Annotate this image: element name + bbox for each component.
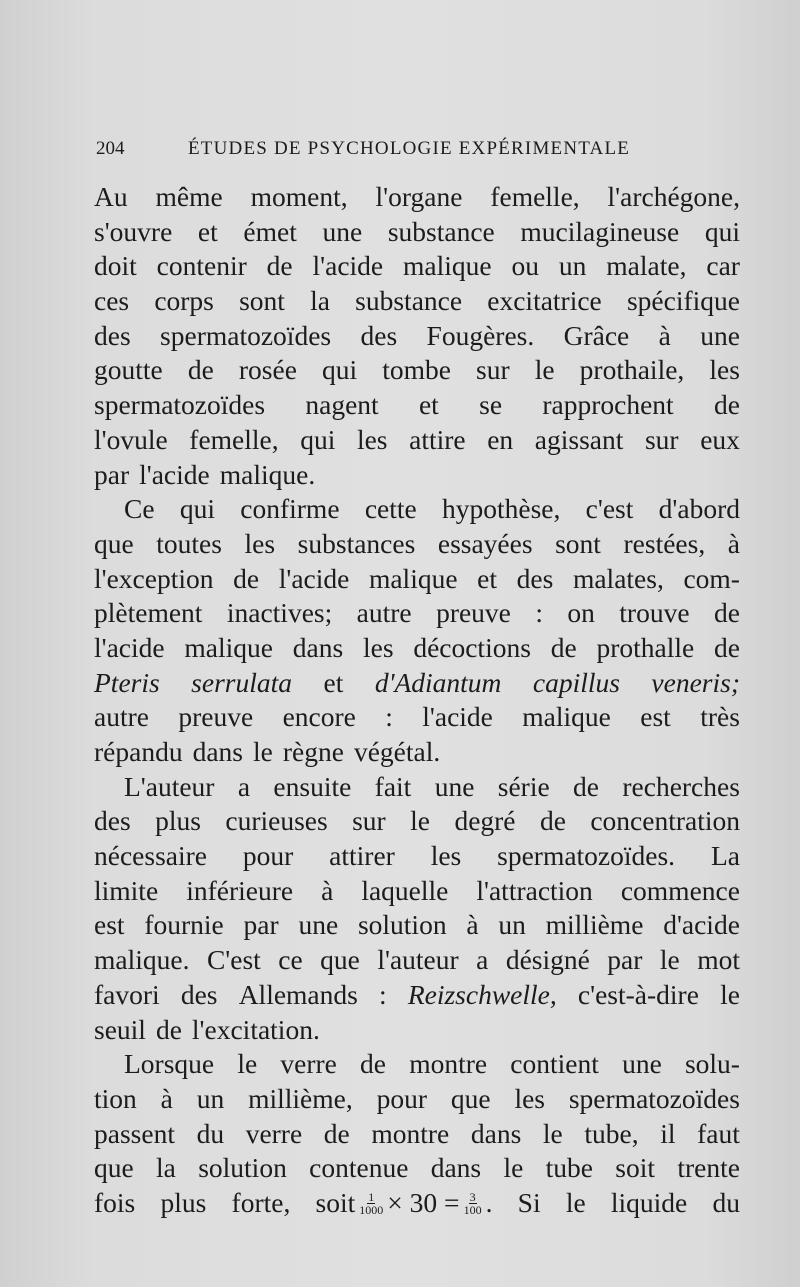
word: preuve (436, 597, 511, 629)
word: autre (94, 701, 149, 733)
word: une (298, 909, 339, 941)
word: preuve (178, 701, 254, 733)
word: sont (239, 285, 285, 317)
word: se (479, 389, 503, 421)
text-line (94, 527, 740, 562)
word: dans (470, 1117, 522, 1149)
word: doit (94, 250, 137, 282)
word: nagent (305, 389, 379, 421)
text-line (94, 1151, 740, 1186)
word: que (450, 1082, 491, 1114)
word: moment, (250, 181, 348, 212)
word: millième, (248, 1082, 353, 1114)
word: d'Adiantum (374, 666, 502, 698)
word: à (466, 909, 479, 941)
word: que (94, 1152, 134, 1184)
word: malate, (606, 250, 687, 282)
word: prothalle (596, 631, 695, 663)
word: essayées (437, 527, 533, 559)
word: un (196, 1082, 225, 1114)
word: rosée (238, 354, 297, 386)
word: l'organe (375, 181, 463, 212)
word: laquelle (361, 874, 449, 906)
word: veneris; (651, 666, 740, 698)
word: liquide (610, 1186, 688, 1218)
word: degré (454, 805, 516, 837)
word: La (710, 840, 740, 872)
word: Grâce (563, 319, 630, 351)
word: le (659, 944, 680, 976)
word: femelle, (189, 423, 279, 455)
text-line (94, 700, 740, 735)
word: malique. (219, 458, 316, 490)
math-operator: × 30 = (387, 1186, 460, 1218)
word: montre (409, 1048, 488, 1080)
word: a (237, 770, 251, 802)
word: plus (155, 805, 201, 837)
word: contenir (156, 250, 247, 282)
word: une (700, 319, 740, 351)
word: solution (198, 1152, 287, 1184)
word: malique (368, 562, 458, 594)
word: dans (192, 736, 243, 767)
word: très (700, 701, 740, 733)
word: dans (430, 1152, 482, 1184)
word: sur (352, 805, 386, 837)
word: de (713, 389, 740, 421)
word: Fougères. (426, 319, 535, 351)
word: spermatozoïdes. (497, 840, 676, 872)
word: verre (245, 1117, 303, 1149)
word: Au (94, 181, 128, 212)
word: les (356, 423, 388, 455)
word: Si (517, 1186, 541, 1218)
word: mucilagineuse (520, 215, 680, 247)
text-line (94, 1117, 740, 1152)
word: à (321, 874, 334, 906)
word: sur (476, 354, 510, 386)
word: plètement (94, 597, 203, 629)
word: le (410, 805, 431, 837)
word: spermatozoïdes (160, 319, 332, 351)
word: c'est (585, 493, 634, 525)
text-line (94, 215, 740, 250)
word: contient (510, 1048, 599, 1080)
word: Allemands (238, 978, 358, 1010)
text-line (94, 1013, 740, 1048)
word: substances (297, 527, 416, 559)
word: serrulata (191, 666, 293, 698)
word: soit (615, 1152, 656, 1184)
word: à (160, 1082, 173, 1114)
word: les (514, 1082, 545, 1114)
word: est (640, 701, 671, 733)
word: Pteris (94, 666, 160, 698)
word: une (322, 215, 363, 247)
word: d'acide (663, 909, 740, 941)
word: pour (376, 1082, 427, 1114)
word: verre (280, 1048, 337, 1080)
word: capillus (532, 666, 620, 698)
word: l'auteur (377, 944, 459, 976)
word: spermatozoïdes (94, 389, 266, 421)
word: a (476, 944, 489, 976)
word: restées, (623, 527, 706, 559)
word: l'ovule (94, 423, 168, 455)
word: décoctions (413, 631, 531, 663)
word: c'est-à-dire (577, 978, 699, 1010)
word: les (430, 840, 462, 872)
text-line (94, 735, 740, 770)
text-line (94, 631, 740, 666)
fraction-one-thousandth (359, 1191, 383, 1216)
word: : (379, 978, 387, 1010)
word: à (727, 527, 740, 559)
word: : (535, 597, 543, 629)
word: limite (94, 874, 159, 906)
word: et (477, 562, 498, 594)
word: des (180, 978, 218, 1010)
word: tion (94, 1082, 137, 1114)
fraction-three-hundredths (464, 1191, 482, 1216)
word: de (155, 1013, 182, 1045)
word: montre (371, 1117, 450, 1149)
word: de (550, 631, 577, 663)
word: il (660, 1117, 676, 1149)
word: le (565, 1186, 586, 1218)
word: toutes (156, 527, 222, 559)
word: L'auteur (124, 770, 215, 802)
word: à (658, 319, 671, 351)
word: substance (355, 285, 463, 317)
word: attirer (329, 840, 395, 872)
word: nécessaire (94, 840, 207, 872)
word: curieuses (225, 805, 328, 837)
word: émet (243, 215, 297, 247)
text-line (94, 908, 740, 943)
word: plus (160, 1186, 207, 1218)
word: par (94, 458, 130, 490)
text-line (94, 388, 740, 423)
text-line (94, 319, 740, 354)
word: par (607, 944, 643, 976)
word: Lorsque (124, 1048, 215, 1080)
page-number: 204 (96, 138, 125, 159)
word: même (155, 181, 223, 212)
word: hypothèse, (442, 493, 561, 525)
word: les (244, 527, 276, 559)
word: on (567, 597, 595, 629)
word: contenue (309, 1152, 409, 1184)
running-header (96, 138, 656, 166)
word: le (503, 1152, 524, 1184)
word: règne (282, 736, 344, 767)
word: encore (282, 701, 356, 733)
text-line (94, 839, 740, 874)
word: série (497, 770, 550, 802)
text-line (94, 943, 740, 978)
word: de (323, 1117, 350, 1149)
word: des (516, 562, 554, 594)
word: le (720, 978, 740, 1010)
word: goutte (94, 354, 163, 386)
word: malique (403, 250, 492, 282)
word: une (622, 1048, 662, 1080)
word: forte, (231, 1186, 291, 1218)
text-line (94, 770, 740, 805)
word: de (713, 631, 740, 663)
word: l'exception (94, 562, 214, 594)
word: de (233, 562, 260, 594)
word: le (253, 736, 273, 767)
word: et (323, 666, 344, 698)
word: trouve (619, 597, 690, 629)
word: trente (677, 1152, 740, 1184)
word: C'est (206, 944, 261, 976)
word: agissant (534, 423, 624, 455)
word: que (94, 527, 134, 559)
word: autre (356, 597, 412, 629)
word: malates, (572, 562, 664, 594)
word: de (360, 1048, 386, 1080)
word: attire (409, 423, 466, 455)
word: s'ouvre (94, 215, 173, 247)
text-line (94, 1082, 740, 1117)
word: spermatozoïdes (568, 1082, 740, 1114)
word: millième (545, 909, 644, 941)
text-line (94, 353, 740, 388)
fraction-denominator: 100 (463, 1202, 482, 1217)
word: du (712, 1186, 740, 1218)
word: favori (94, 978, 160, 1010)
text-line (94, 249, 740, 284)
text-line (94, 458, 740, 493)
body-text (94, 180, 740, 1221)
word: les (709, 354, 740, 386)
word: qui (704, 215, 740, 247)
text-line (94, 874, 740, 909)
text-line (94, 284, 740, 319)
word: l'attraction (476, 874, 593, 906)
word: confirme (240, 493, 340, 525)
word: femelle, (490, 181, 580, 212)
word: et (197, 215, 218, 247)
word: la (310, 285, 330, 317)
word: pour (242, 840, 294, 872)
word: l'acide (422, 701, 493, 733)
word: la (156, 1152, 176, 1184)
text-line (94, 1047, 740, 1082)
word: une (434, 770, 475, 802)
word: et (418, 389, 439, 421)
word: du (196, 1117, 225, 1149)
word: malique (522, 701, 611, 733)
word: qui (321, 354, 358, 386)
fraction-numerator: 3 (469, 1189, 476, 1204)
word: passent (94, 1117, 175, 1149)
word: eux (700, 423, 740, 455)
word: les (362, 631, 394, 663)
word: commence (620, 874, 740, 906)
word: malique (184, 631, 273, 663)
word: tube (545, 1152, 593, 1184)
word: le (237, 1048, 258, 1080)
word: recherches (622, 770, 740, 802)
word: corps (154, 285, 214, 317)
word: l'archégone, (607, 181, 740, 212)
word: sont (555, 527, 601, 559)
word: Reizschwelle, (407, 978, 557, 1010)
word: en (487, 423, 514, 455)
word: répandu (94, 736, 183, 767)
text-line (94, 596, 740, 631)
word: un (498, 909, 526, 941)
word: ou (511, 250, 540, 282)
word: l'acide (94, 631, 165, 663)
running-title: ÉTUDES DE PSYCHOLOGIE EXPÉRIMENTALE (188, 138, 631, 159)
word: désigné (505, 944, 590, 976)
word: dans (292, 631, 344, 663)
word: Ce (124, 493, 155, 525)
word: seuil (94, 1013, 146, 1045)
word: fois (94, 1186, 136, 1218)
word: de (187, 354, 214, 386)
word: de (539, 805, 566, 837)
word: soit (315, 1186, 356, 1218)
word: de (713, 597, 740, 629)
word: qui (179, 493, 215, 525)
word: un (558, 250, 587, 282)
text-line (94, 423, 740, 458)
word: le (534, 354, 555, 386)
word: malique. (94, 944, 190, 976)
word: des (360, 319, 398, 351)
word: le (542, 1117, 563, 1149)
text-line (94, 978, 740, 1013)
word: de (573, 770, 600, 802)
word: rapprochent (542, 389, 674, 421)
word: de (266, 250, 293, 282)
fraction-denominator: 1000 (359, 1202, 384, 1217)
word: concentration (590, 805, 740, 837)
word: prothaile, (579, 354, 685, 386)
word: fait (374, 770, 412, 802)
text-line (94, 1186, 740, 1221)
word: inférieure (186, 874, 294, 906)
word: substance (387, 215, 495, 247)
word: fournie (144, 909, 224, 941)
word: ces (94, 285, 130, 317)
word: tombe (382, 354, 451, 386)
word: sur (644, 423, 679, 455)
math-expression (316, 1186, 493, 1221)
word: l'acide (278, 562, 350, 594)
word: par (243, 909, 279, 941)
word: des (94, 319, 131, 351)
word: ce (278, 944, 303, 976)
word: com- (683, 562, 740, 594)
word: inactives; (226, 597, 333, 629)
text-line (94, 562, 740, 597)
word: qui (300, 423, 336, 455)
text-line (94, 492, 740, 527)
word: que (320, 944, 360, 976)
word: excitatrice (487, 285, 602, 317)
word: des (94, 805, 131, 837)
word: d'abord (658, 493, 740, 525)
word: solution (357, 909, 447, 941)
word: . (485, 1186, 493, 1218)
word: l'acide (312, 250, 384, 282)
word: : (385, 701, 393, 733)
word: végétal. (353, 736, 441, 767)
fraction-numerator: 1 (368, 1189, 375, 1204)
text-line (94, 666, 740, 701)
word: cette (364, 493, 417, 525)
word: l'excitation. (191, 1013, 320, 1045)
word: solu- (684, 1048, 740, 1080)
word: car (706, 250, 740, 282)
word: mot (697, 944, 740, 976)
word: faut (697, 1117, 740, 1149)
word: est (94, 909, 125, 941)
text-line (94, 804, 740, 839)
word: ensuite (273, 770, 352, 802)
word: tube, (584, 1117, 639, 1149)
word: l'acide (139, 458, 210, 490)
word: spécifique (626, 285, 740, 317)
text-line (94, 180, 740, 215)
